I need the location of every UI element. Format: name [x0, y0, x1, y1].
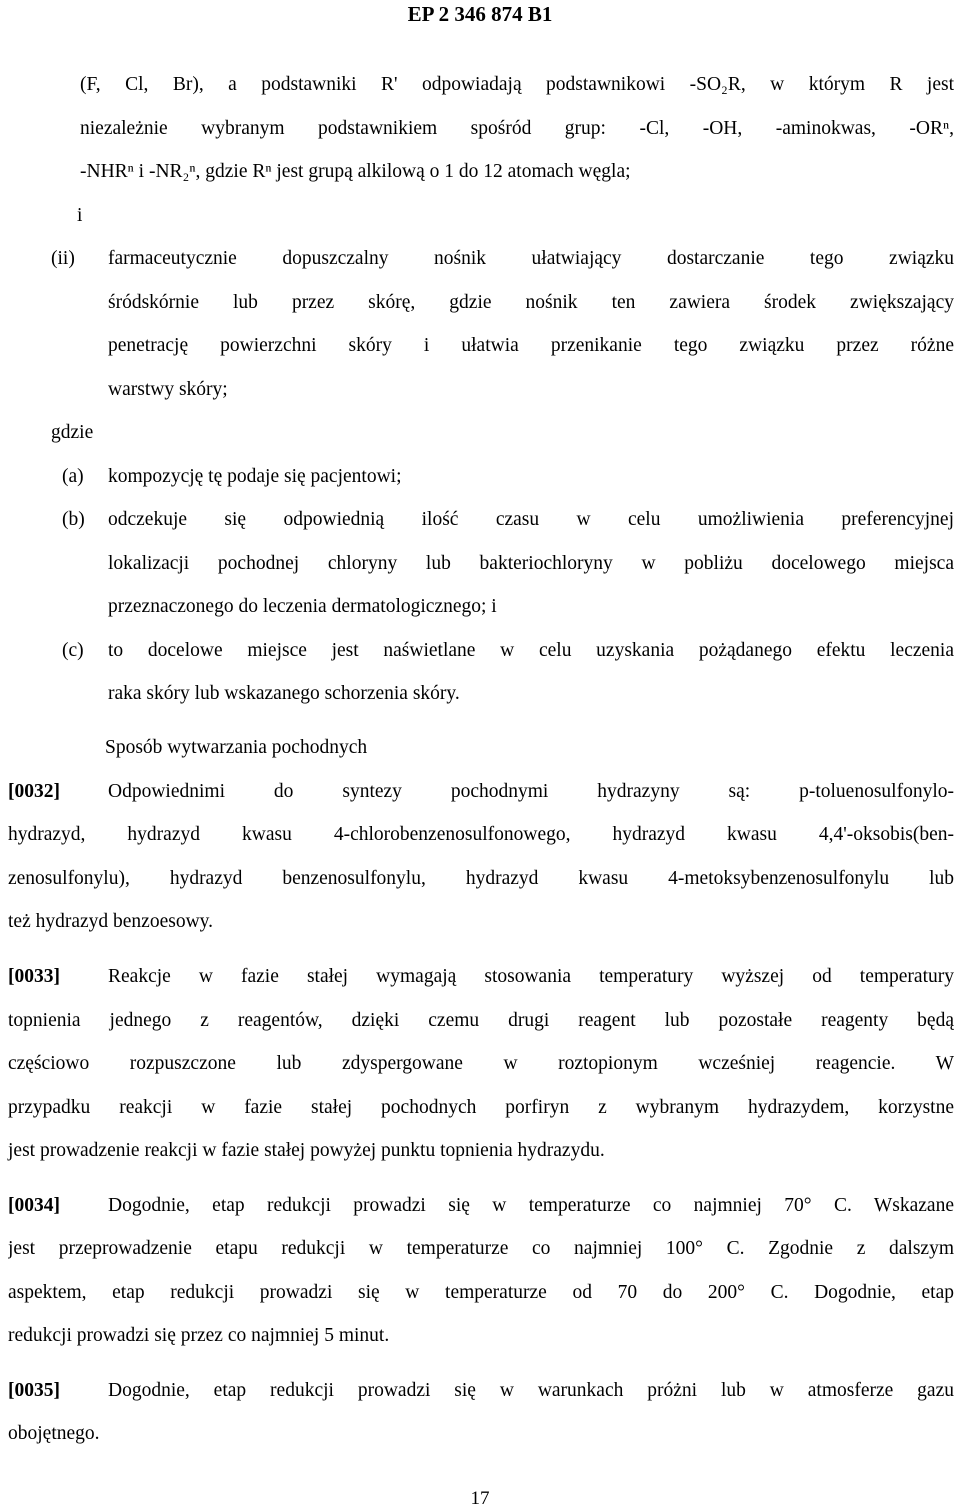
paragraph-number-0034: [0034] [8, 1195, 60, 1216]
item-ii-line-1: farmaceutycznie dopuszczalny nośnik ułatwiający dostarczanie tego związku [108, 248, 954, 269]
patent-number-header: EP 2 346 874 B1 [407, 2, 553, 26]
item-ii-label: (ii) [51, 248, 75, 269]
step-c-line-1: to docelowe miejsce jest naświetlane w celu uzyskania pożądanego efektu leczenia [108, 640, 954, 661]
p33-line-2: topnienia jednego z reagentów, dzięki czemu drugi reagent lub pozostałe reagenty będą [8, 1010, 954, 1031]
step-c-label: (c) [62, 640, 84, 661]
page-number: 17 [470, 1488, 490, 1509]
gdzie-label: gdzie [51, 422, 94, 443]
step-b-line-1: odczekuje się odpowiednią ilość czasu w celu umożliwienia preferencyjnej [108, 509, 954, 530]
p32-line-4: też hydrazyd benzoesowy. [8, 911, 214, 932]
claim-line-3: -NHRⁿ i -NR₂ⁿ, gdzie Rⁿ jest grupą alkilową o 1 do 12 atomach węgla; [80, 161, 631, 182]
step-c-line-2: raka skóry lub wskazanego schorzenia skóry. [108, 683, 460, 704]
p33-line-1: Reakcje w fazie stałej wymagają stosowania temperatury wyższej od temperatury [108, 966, 954, 987]
claim-line-2: niezależnie wybranym podstawnikiem spośród grup: -Cl, -OH, -aminokwas, -ORⁿ, [80, 118, 954, 139]
p34-line-2: jest przeprowadzenie etapu redukcji w temperaturze co najmniej 100° C. Zgodnie z dalszym [8, 1238, 954, 1259]
p35-line-2: obojętnego. [8, 1423, 100, 1444]
item-ii-line-2: śródskórnie lub przez skórę, gdzie nośnik ten zawiera środek zwiększający [108, 292, 954, 313]
section-heading: Sposób wytwarzania pochodnych [105, 737, 368, 758]
p33-line-3: częściowo rozpuszczone lub zdyspergowane w roztopionym wcześniej reagencie. W [8, 1053, 954, 1074]
p35-line-1: Dogodnie, etap redukcji prowadzi się w warunkach próżni lub w atmosferze gazu [108, 1380, 954, 1401]
p32-line-2: hydrazyd, hydrazyd kwasu 4-chlorobenzenosulfonowego, hydrazyd kwasu 4,4'-oksobis(ben- [8, 824, 954, 845]
p34-line-3: aspektem, etap redukcji prowadzi się w temperaturze od 70 do 200° C. Dogodnie, etap [8, 1282, 954, 1303]
step-b-line-3: przeznaczonego do leczenia dermatologicznego; i [108, 596, 497, 617]
p32-line-3: zenosulfonylu), hydrazyd benzenosulfonylu, hydrazyd kwasu 4-metoksybenzenosulfonylu lub [8, 868, 954, 889]
p32-line-1: Odpowiednimi do syntezy pochodnymi hydrazyny są: p-toluenosulfonylo- [108, 781, 954, 802]
p34-line-4: redukcji prowadzi się przez co najmniej 5 minut. [8, 1325, 390, 1346]
step-a-text: kompozycję tę podaje się pacjentowi; [108, 466, 402, 487]
p34-line-1: Dogodnie, etap redukcji prowadzi się w temperaturze co najmniej 70° C. Wskazane [108, 1195, 954, 1216]
claim-line-1: (F, Cl, Br), a podstawniki R' odpowiadają podstawnikowi -SO₂R, w którym R jest [80, 74, 954, 95]
claim-conjunction: i [77, 205, 83, 226]
paragraph-number-0033: [0033] [8, 966, 60, 987]
step-b-line-2: lokalizacji pochodnej chloryny lub bakteriochloryny w pobliżu docelowego miejsca [108, 553, 954, 574]
item-ii-line-4: warstwy skóry; [108, 379, 228, 400]
p33-line-5: jest prowadzenie reakcji w fazie stałej powyżej punktu topnienia hydrazydu. [8, 1140, 605, 1161]
paragraph-number-0035: [0035] [8, 1380, 60, 1401]
step-b-label: (b) [62, 509, 85, 530]
step-a-label: (a) [62, 466, 84, 487]
item-ii-line-3: penetrację powierzchni skóry i ułatwia przenikanie tego związku przez różne [108, 335, 954, 356]
paragraph-number-0032: [0032] [8, 781, 60, 802]
p33-line-4: przypadku reakcji w fazie stałej pochodnych porfiryn z wybranym hydrazydem, korzystne [8, 1097, 954, 1118]
